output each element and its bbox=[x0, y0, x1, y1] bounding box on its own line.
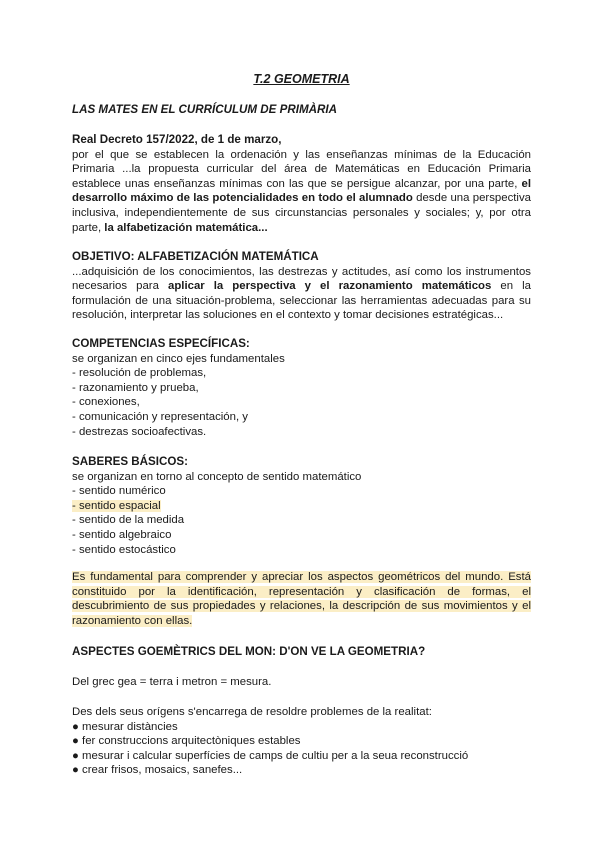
objective-text-2: en la formulación de una situación-problema, seleccionar las herramientas adecuadas para su resolución, interpretar las soluciones en el contexto y tomar decisiones estratégicas... bbox=[72, 280, 531, 322]
aspects-section bbox=[72, 645, 531, 660]
knowledge-intro: se organizan en torno al concepto de sentido matemático bbox=[72, 470, 362, 483]
list-item: - destrezas socioafectivas. bbox=[72, 425, 207, 438]
highlighted-text: Es fundamental para comprender y apreciar los aspectos geométricos del mundo. Está constituido por la identificación, representación y clasificación de formas, el descubrimiento de sus propiedades y relaciones, la descripción de sus movimientos y el razonamiento con ellas. bbox=[72, 571, 531, 627]
objective-heading: OBJETIVO: ALFABETIZACIÓN MATEMÁTICA bbox=[72, 250, 319, 263]
competencies-heading: COMPETENCIAS ESPECÍFICAS: bbox=[72, 337, 250, 350]
decree-text-2: desde una perspectiva inclusiva, independientemente de sus circunstancias personales y sociales; y, por otra parte, bbox=[72, 192, 531, 234]
objective-bold-1: aplicar la perspectiva y el razonamiento matemáticos bbox=[167, 280, 492, 293]
list-item: - resolución de problemas, bbox=[72, 367, 207, 380]
competencies-intro: se organizan en cinco ejes fundamentales bbox=[72, 352, 285, 365]
highlighted-item: - sentido espacial bbox=[72, 499, 161, 512]
page-title: T.2 GEOMETRIA bbox=[253, 72, 350, 86]
list-item: ● fer construccions arquitectòniques estables bbox=[72, 735, 301, 748]
knowledge-heading: SABERES BÁSICOS: bbox=[72, 455, 188, 468]
decree-text-1: por el que se establecen la ordenación y las enseñanzas mínimas de la Educación Primaria ...la propuesta curricular del área de Matemáticas en Educación Primaria establece unas enseñanzas mínimas con las que se persigue alcanzar, por una parte, bbox=[72, 148, 531, 190]
objective-paragraph bbox=[72, 265, 531, 323]
decree-section bbox=[72, 133, 531, 235]
objective-section bbox=[72, 250, 531, 323]
list-item: ● mesurar distàncies bbox=[72, 720, 178, 733]
list-item: - sentido numérico bbox=[72, 485, 166, 498]
knowledge-section bbox=[72, 455, 531, 557]
decree-bold-2: la alfabetización matemática... bbox=[104, 221, 268, 234]
aspects-heading: ASPECTES GOEMÈTRICS DEL MON: D'ON VE LA GEOMETRIA? bbox=[72, 645, 426, 658]
list-item: - razonamiento y prueba, bbox=[72, 381, 199, 394]
list-item: - sentido estocástico bbox=[72, 543, 176, 556]
competencies-section bbox=[72, 337, 531, 439]
list-item: - comunicación y representación, y bbox=[72, 410, 249, 423]
etymology-section bbox=[72, 675, 531, 690]
origins-section bbox=[72, 705, 531, 778]
list-item: - sentido de la medida bbox=[72, 514, 185, 527]
list-item: ● mesurar i calcular superfícies de camps de cultiu per a la seua reconstrucció bbox=[72, 749, 469, 762]
origins-intro: Des dels seus orígens s'encarrega de resoldre problemes de la realitat: bbox=[72, 706, 432, 718]
list-item: ● crear frisos, mosaics, sanefes... bbox=[72, 764, 243, 777]
list-item: - sentido algebraico bbox=[72, 528, 172, 541]
etymology-text: Del grec gea = terra i metron = mesura. bbox=[72, 676, 272, 688]
section-subtitle: LAS MATES EN EL CURRÍCULUM DE PRIMÀRIA bbox=[72, 103, 337, 116]
decree-paragraph bbox=[72, 148, 531, 236]
origins-list bbox=[72, 720, 531, 778]
list-item bbox=[72, 499, 531, 514]
list-item: - conexiones, bbox=[72, 396, 140, 409]
decree-bold-1: el desarrollo máximo de las potencialidades en todo el alumnado bbox=[72, 177, 531, 205]
knowledge-list bbox=[72, 484, 531, 557]
highlighted-paragraph bbox=[72, 570, 531, 628]
objective-text-1: ...adquisición de los conocimientos, las destrezas y actitudes, así como los instrumentos necesarios para bbox=[72, 265, 531, 293]
highlight-section bbox=[72, 570, 531, 628]
competencies-list bbox=[72, 366, 531, 439]
decree-heading: Real Decreto 157/2022, de 1 de marzo, bbox=[72, 133, 282, 146]
